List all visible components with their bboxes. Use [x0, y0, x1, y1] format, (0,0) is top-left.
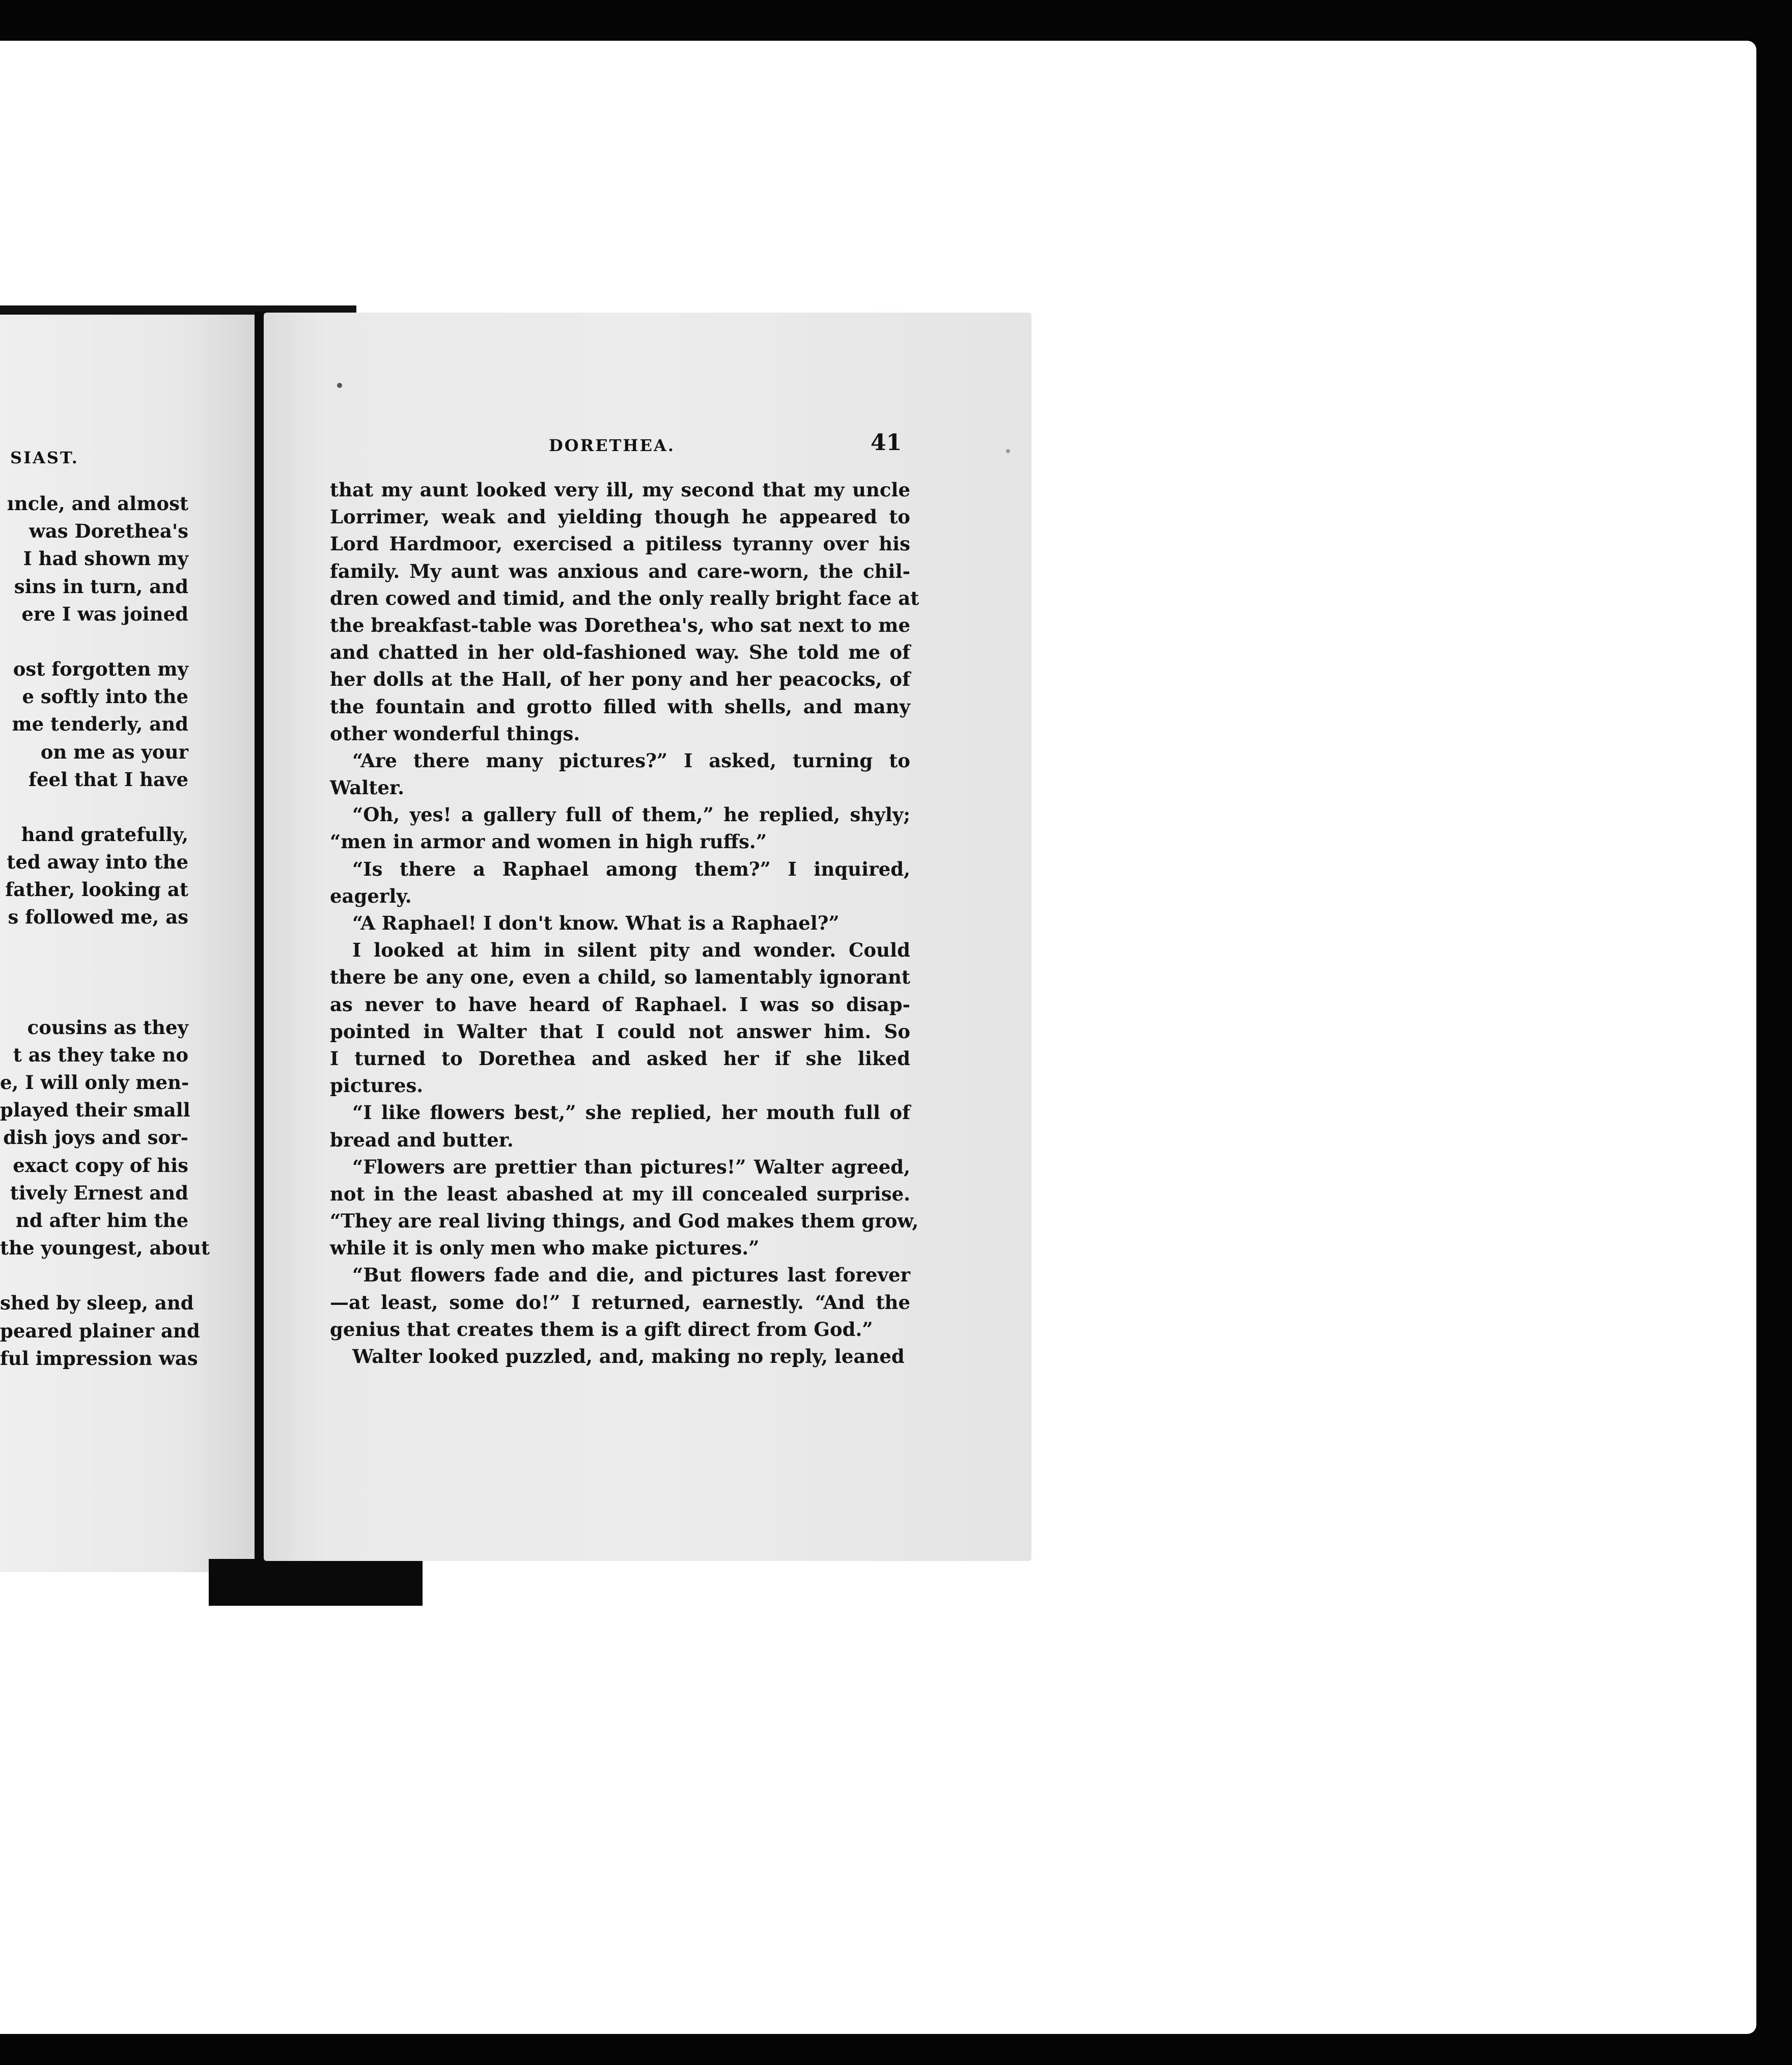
text-line: dish joys and sor- [3, 1126, 188, 1149]
text-line: the fountain and grotto filled with shells, and many [330, 695, 910, 718]
text-line: cousins as they [27, 1016, 188, 1039]
text-line: played their small [0, 1099, 190, 1122]
text-line: “A Raphael! I don't know. What is a Raphael?” [352, 912, 839, 934]
text-line: “Oh, yes! a gallery full of them,” he replied, shyly; [352, 803, 910, 826]
text-line: genius that creates them is a gift direct from God.” [330, 1318, 873, 1341]
text-line: t as they take no [13, 1043, 188, 1066]
text-line: ost forgotten my [13, 657, 188, 680]
text-line: family. My aunt was anxious and care-worn, the chil- [330, 560, 910, 582]
paragraph-gap [0, 793, 188, 821]
text-line: “I like flowers best,” she replied, her mouth full of [352, 1101, 910, 1124]
text-line: pictures. [330, 1074, 424, 1097]
text-line: eagerly. [330, 884, 412, 907]
text-line: Walter looked puzzled, and, making no reply, leaned [352, 1345, 905, 1368]
page-number: 41 [871, 430, 902, 456]
text-line: hand gratefully, [21, 823, 188, 846]
text-line: bread and butter. [330, 1128, 514, 1151]
text-line: —at least, some do!” I returned, earnestly. “And the [330, 1291, 910, 1314]
right-page [264, 313, 1031, 1561]
text-line: while it is only men who make pictures.” [330, 1237, 760, 1260]
right-page-body [330, 477, 919, 1370]
text-line: the youngest, about [0, 1237, 210, 1260]
text-line: I looked at him in silent pity and wonder. Could [352, 939, 910, 962]
text-line: “Are there many pictures?” I asked, turning to [352, 749, 910, 772]
text-line: “They are real living things, and God makes them grow, [330, 1210, 919, 1233]
text-line: her dolls at the Hall, of her pony and her peacocks, of [330, 668, 910, 691]
scan-speck [1006, 449, 1010, 453]
text-line: ted away into the [7, 851, 188, 874]
text-line: not in the least abashed at my ill concealed surprise. [330, 1182, 910, 1205]
running-head-title: DORETHEA. [549, 436, 676, 455]
paragraph-gap [0, 628, 188, 655]
text-line: “men in armor and women in high ruffs.” [330, 830, 767, 853]
text-line: dren cowed and timid, and the only really bright face at [330, 587, 919, 609]
text-line: ful impression was [0, 1347, 198, 1370]
text-line: feel that I have [29, 768, 188, 791]
paragraph-gap [0, 986, 188, 1014]
text-line: I turned to Dorethea and asked her if she liked [330, 1047, 910, 1070]
text-line: the breakfast-table was Dorethea's, who sat next to me [330, 613, 910, 636]
text-line: tively Ernest and [10, 1181, 188, 1204]
text-line: and chatted in her old-fashioned way. She told me of [330, 641, 910, 664]
text-line: sins in turn, and [14, 575, 188, 598]
left-page [0, 315, 255, 1572]
text-line: other wonderful things. [330, 722, 580, 745]
bottom-clamp-block [209, 1559, 423, 1606]
paragraph-gap [0, 931, 188, 959]
paragraph-gap [0, 959, 188, 986]
text-line: on me as your [40, 740, 188, 763]
text-line: as never to have heard of Raphael. I was so disap- [330, 993, 910, 1016]
running-head [264, 430, 1031, 460]
text-line: there be any one, even a child, so lamentably ignorant [330, 966, 910, 989]
text-line: peared plainer and [0, 1319, 200, 1342]
text-line: “Is there a Raphael among them?” I inquired, [352, 857, 910, 880]
text-line: “But flowers fade and die, and pictures last forever [352, 1264, 910, 1287]
left-page-body [0, 490, 210, 1372]
text-line: ere I was joined [21, 602, 188, 625]
text-line: pointed in Walter that I could not answer him. So [330, 1020, 910, 1043]
text-line: Walter. [330, 776, 404, 799]
text-line: “Flowers are prettier than pictures!” Walter agreed, [352, 1155, 910, 1178]
text-line: father, looking at [5, 878, 188, 901]
left-running-head: SIAST. [10, 448, 79, 467]
text-line: Lord Hardmoor, exercised a pitiless tyranny over his [330, 533, 910, 555]
text-line: s followed me, as [8, 906, 188, 929]
text-line: was Dorethea's [29, 520, 188, 543]
text-line: Lorrimer, weak and yielding though he appeared to [330, 506, 910, 528]
text-line: ıncle, and almost [7, 492, 188, 515]
text-line: me tenderly, and [12, 713, 188, 736]
text-line: nd after him the [15, 1209, 188, 1232]
text-line: e, I will only men- [0, 1071, 189, 1094]
paragraph-gap [0, 1262, 188, 1289]
text-line: exact copy of his [13, 1154, 188, 1177]
text-line: I had shown my [23, 547, 188, 570]
text-line: shed by sleep, and [0, 1292, 194, 1315]
scan-speck [337, 383, 342, 388]
text-line: e softly into the [22, 685, 188, 708]
text-line: that my aunt looked very ill, my second that my uncle [330, 479, 910, 501]
